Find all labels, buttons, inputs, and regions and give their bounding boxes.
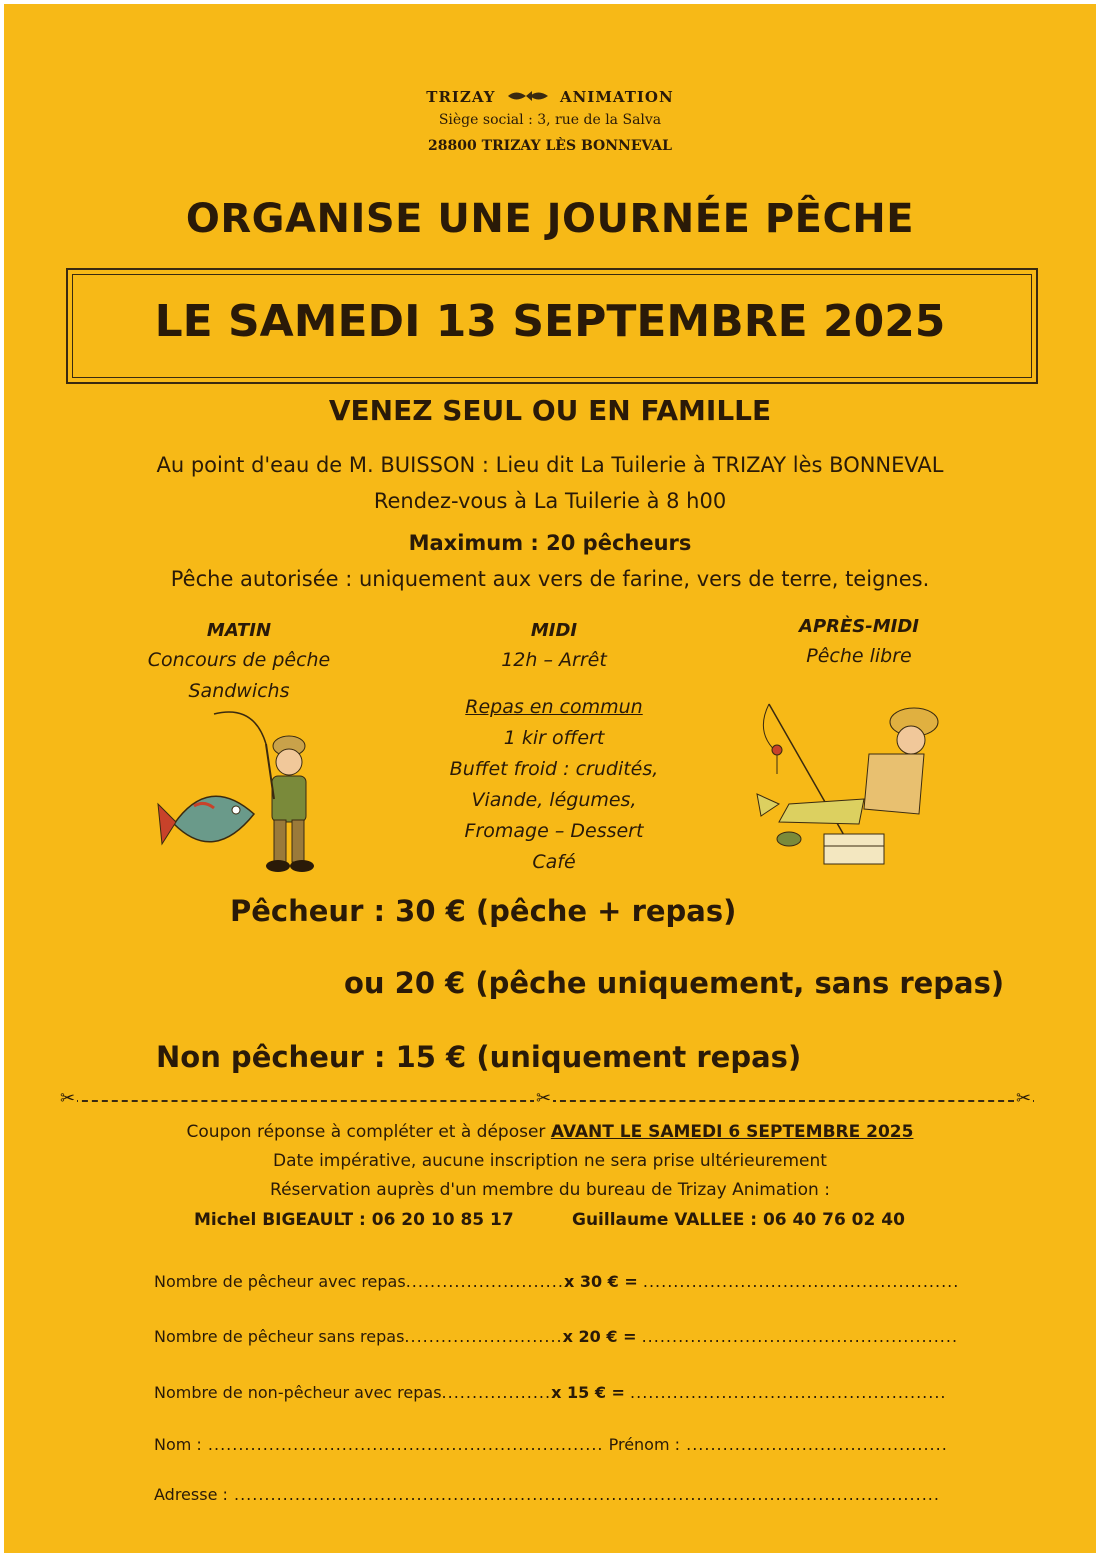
form-row-price: x 30 € = [563, 1272, 638, 1291]
org-address-line1: Siège social : 3, rue de la Salva [438, 112, 662, 128]
coupon-line3: Réservation auprès d'un membre du bureau de Trizay Animation : [270, 1180, 830, 1200]
location-text: Au point d'eau de M. BUISSON : Lieu dit La Tuilerie à TRIZAY lès BONNEVAL [156, 453, 944, 477]
event-date: LE SAMEDI 13 SEPTEMBRE 2025 [154, 296, 946, 347]
organisation-name [4, 88, 1096, 107]
midi-meal-line: Viande, légumes, [471, 789, 637, 811]
form-row-price: x 20 € = [562, 1327, 637, 1346]
form-row-price: x 15 € = [551, 1383, 625, 1402]
tagline: VENEZ SEUL OU EN FAMILLE [328, 394, 772, 427]
fisherman-illustration [154, 704, 334, 883]
contact-bigeault: Michel BIGEAULT : 06 20 10 85 17 [194, 1210, 514, 1230]
midi-meal-title: Repas en commun [465, 696, 643, 718]
form-row-label: Nombre de pêcheur avec repas [154, 1272, 406, 1291]
coupon-line2: Date impérative, aucune inscription ne sera prise ultérieurement [273, 1151, 827, 1171]
program-midi [404, 620, 704, 878]
midi-line1: 12h – Arrêt [501, 649, 607, 671]
midi-meal-line: Buffet froid : crudités, [449, 758, 659, 780]
coupon-instruction: Coupon réponse à compléter et à déposer [186, 1122, 551, 1142]
matin-title: MATIN [206, 620, 272, 641]
form-row-label: Nombre de non-pêcheur avec repas [154, 1383, 442, 1402]
apres-midi-line1: Pêche libre [806, 645, 912, 667]
maximum-text: Maximum : 20 pêcheurs [408, 531, 692, 555]
form-row-adresse[interactable]: Adresse : .................................................................................................................... [154, 1485, 940, 1504]
prenom-label: Prénom : [608, 1435, 681, 1454]
scissors-icon: ✂ [536, 1088, 552, 1109]
contact-vallee: Guillaume VALLEE : 06 40 76 02 40 [572, 1210, 905, 1230]
coupon-deadline: AVANT LE SAMEDI 6 SEPTEMBRE 2025 [550, 1122, 914, 1142]
rules-text: Pêche autorisée : uniquement aux vers de farine, vers de terre, teignes. [170, 567, 930, 591]
apres-midi-title: APRÈS-MIDI [799, 616, 919, 637]
page-title: ORGANISE UNE JOURNÉE PÊCHE [185, 196, 915, 242]
program-matin [104, 620, 374, 707]
price-pecheur-sans-repas: ou 20 € (pêche uniquement, sans repas) [344, 966, 1005, 1000]
midi-meal-line: Fromage – Dessert [464, 820, 644, 842]
form-row-non-pecheur[interactable]: Nombre de non-pêcheur avec repas..................x 15 € = .................................................... [154, 1383, 947, 1402]
nom-label: Nom : [154, 1435, 202, 1454]
scissors-icon: ✂ [60, 1088, 76, 1109]
coupon-line1 [4, 1122, 1096, 1142]
form-row-label: Nombre de pêcheur sans repas [154, 1327, 405, 1346]
org-name-left: TRIZAY [426, 88, 496, 106]
form-row-nom-prenom[interactable]: Nom : ................................................................. Prénom : ........................................... [154, 1435, 948, 1454]
matin-line1: Concours de pêche [147, 649, 331, 671]
resting-fisherman-illustration [749, 694, 964, 878]
form-row-pecheur-avec-repas[interactable]: Nombre de pêcheur avec repas..........................x 30 € = .................................................... [154, 1272, 960, 1291]
org-name-right: ANIMATION [559, 88, 674, 106]
midi-title: MIDI [530, 620, 578, 641]
matin-line2: Sandwichs [188, 680, 290, 702]
price-pecheur: Pêcheur : 30 € (pêche + repas) [230, 894, 737, 928]
fish-logo-icon [506, 89, 550, 107]
flyer-page [4, 4, 1096, 1553]
meeting-text: Rendez-vous à La Tuilerie à 8 h00 [373, 489, 727, 513]
form-row-pecheur-sans-repas[interactable]: Nombre de pêcheur sans repas..........................x 20 € = .................................................... [154, 1327, 959, 1346]
midi-meal-line: Café [532, 851, 576, 873]
program-apres-midi [724, 616, 994, 672]
org-address-line2: 28800 TRIZAY LÈS BONNEVAL [428, 138, 672, 154]
scissors-icon: ✂ [1016, 1088, 1032, 1109]
price-non-pecheur: Non pêcheur : 15 € (uniquement repas) [156, 1040, 802, 1074]
adresse-label: Adresse : [154, 1485, 228, 1504]
midi-meal-line: 1 kir offert [503, 727, 605, 749]
